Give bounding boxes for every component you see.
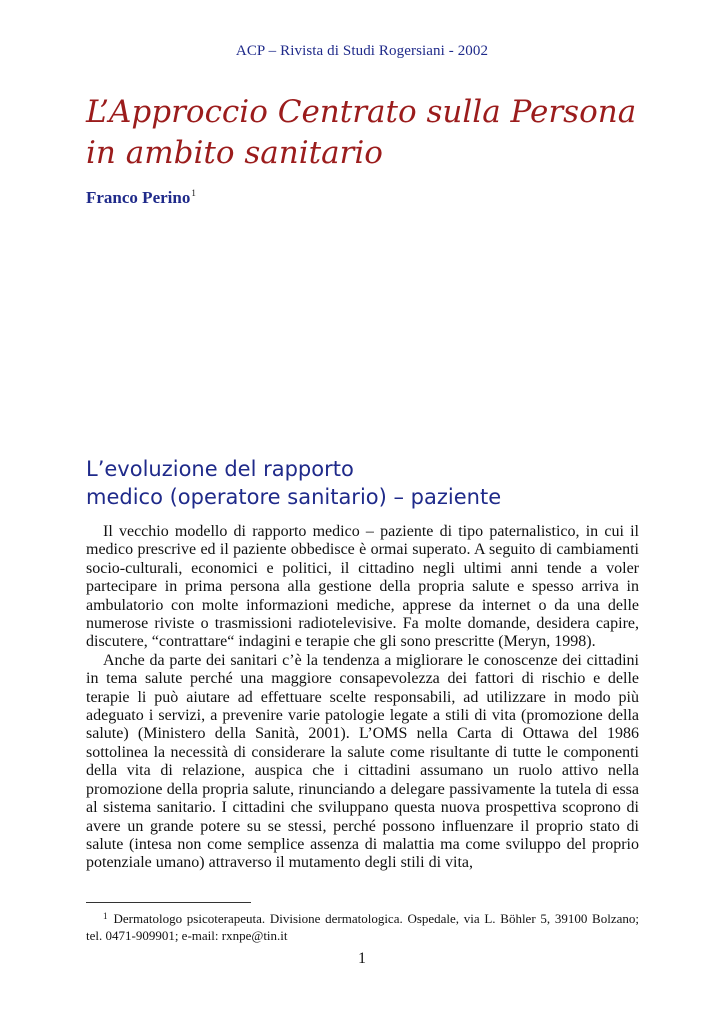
section-heading-line-2: medico (operatore sanitario) – paziente bbox=[86, 485, 502, 509]
body-text bbox=[86, 523, 639, 873]
section-heading bbox=[86, 455, 646, 511]
running-header: ACP – Rivista di Studi Rogersiani - 2002 bbox=[235, 43, 489, 59]
footnote bbox=[86, 908, 639, 944]
author-name bbox=[86, 188, 196, 208]
section-heading-line-1: L’evoluzione del rapporto bbox=[86, 457, 354, 481]
title-line-2: in ambito sanitario bbox=[86, 135, 383, 171]
author-footnote-ref: 1 bbox=[191, 188, 196, 198]
title-line-1: L’Approccio Centrato sulla Persona bbox=[86, 94, 637, 130]
paragraph-1: Il vecchio modello di rapporto medico – paziente di tipo paternalistico, in cui il medico prescrive ed il paziente obbedisce è ormai superato. A seguito di cambiamenti socio-culturali, economici e politici, il cittadino negli ultimi anni tende a voler partecipare in prima persona alla gestione della propria salute e spesso arriva in ambulatorio con molte informazioni mediche, apprese da internet o da una delle numerose riviste o trasmissioni radiotelevisive. Fa molte domande, desidera capire, discutere, “contrattare“ indagini e terapie che gli sono prescritte (Meryn, 1998). bbox=[86, 523, 639, 651]
page-number: 1 bbox=[358, 950, 366, 967]
footnote-text: Dermatologo psicoterapeuta. Divisione dermatologica. Ospedale, via L. Böhler 5, 39100 Bolzano; tel. 0471-909901; e-mail: rxnpe@tin.it bbox=[86, 911, 639, 943]
footnote-separator bbox=[86, 902, 251, 903]
author-name-text: Franco Perino bbox=[86, 188, 191, 207]
paragraph-2: Anche da parte dei sanitari c’è la tendenza a migliorare le conoscenze dei cittadini in tema salute perché una maggiore consapevolezza dei fattori di rischio e delle terapie li può aiutare ad effettuare scelte responsabili, ad utilizzare in modo più adeguato i servizi, a prevenire varie patologie legate a stili di vita (promozione della salute) (Ministero della Sanità, 2001). L’OMS nella Carta di Ottawa del 1986 sottolinea la necessità di considerare la salute come risultante di tutte le componenti della vita di relazione, auspica che i cittadini assumano un ruolo attivo nella promozione della propria salute, rinunciando a delegare passivamente la tutela di essa al sistema sanitario. I cittadini che sviluppano questa nuova prospettiva scoprono di avere un grande potere su se stessi, perché possono influenzare il proprio stato di salute (intesa non come semplice assenza di malattia ma come sviluppo del proprio potenziale umano) attraverso il mutamento degli stili di vita, bbox=[86, 651, 639, 872]
footnote-marker: 1 bbox=[103, 911, 108, 921]
article-title bbox=[86, 92, 646, 174]
